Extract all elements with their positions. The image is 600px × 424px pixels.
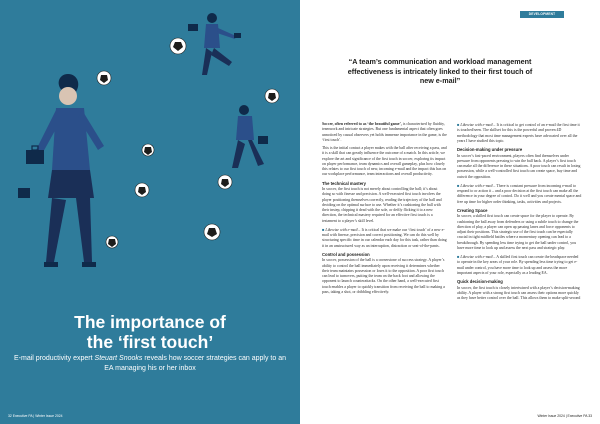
- folio-left: 32 Executive PA | Winter Issue 2024: [8, 414, 63, 418]
- subheading: Quick decision-making: [457, 279, 503, 284]
- bullet-paragraph: ■ Likewise with e-mail... It is critical that we make our ‘first touch’ of a new e-mail with finesse, precision and correct positioning. We can do this well by structuring specific time in our calendar each day for this task, rather than doing it in an unstructured way as an interruption, distraction or seat-of-the-pants.: [322, 226, 447, 248]
- square-bullet-icon: ■: [457, 122, 460, 127]
- folio-right: Winter Issue 2024 | Executive PA 33: [537, 414, 592, 418]
- title-line-1: The importance of: [74, 312, 226, 332]
- article-title: [0, 312, 300, 352]
- paragraph: In soccer, a skilled first touch can create space for the player to operate. By cushioning the ball away from defenders or using a subtle touch to change the direction of play, a player can open up passing lanes and force opponents to adjust their positions. This strategic use of the first touch can be especially crucial in tight midfield battles where a momentary opening can lead to a breakthrough. By spending less time trying to get the ball under control, you have more time to look up and assess the next pass and strategic play.: [457, 214, 579, 250]
- paragraph: In soccer, possession of the ball is a cornerstone of success strategy. A player’s ability to control the ball immediately upon receiving it determines whether their team maintains possession or loses it to the opposition. A poor first touch can lead to turnovers, putting the team on the back foot and allowing the opponent to launch counterattacks. On the other hand, a well-executed first touch enables a player to quickly transition from receiving the ball to making a pass, taking a shot, or dribbling effectively.: [322, 258, 445, 294]
- square-bullet-icon: ■: [322, 226, 325, 232]
- square-bullet-icon: ■: [457, 182, 460, 188]
- briefcase: [18, 188, 30, 198]
- subheading: Control and possession: [322, 251, 370, 257]
- soccer-ball: [97, 71, 111, 85]
- right-page: [300, 0, 600, 424]
- bullet-paragraph: ■ Likewise with e-mail... A skilled first touch can create the headspace needed to operate in the key areas of your role. By spending less time trying to get e-mail under control, you have more time to look up and assess the more important aspects of your role, especially as a leading EA.: [457, 254, 579, 275]
- dek-text: E-mail productivity expert: [14, 355, 95, 362]
- figure-top-kicking: [188, 13, 241, 75]
- paragraph: This is the initial contact a player makes with the ball after receiving a pass, and it is a skill that can greatly influence the outcome of a match. In this article, we explore the art and significance of the first touch in soccer, exploring its impact on player performance, team dynamics and overall gameplay, plus how closely this relates to our first touch of new, incoming e-mail and the impact this has on our workplace performance, team interactions and overall productivity.: [322, 146, 447, 177]
- soccer-ball: [135, 183, 149, 197]
- body-columns: [322, 122, 582, 412]
- dek-author: Steuart Snooks: [94, 355, 143, 362]
- soccer-ball: [218, 175, 232, 189]
- dek-text: reveals how soccer strategies can apply to an EA managing his or her inbox: [104, 355, 286, 372]
- soccer-ball: [106, 236, 118, 248]
- soccer-ball: [142, 144, 154, 156]
- bullet-paragraph: ■ Likewise with e-mail... There is constant pressure from incoming e-mail to respond to or action it – and a poor decision at the first touch can make all the difference in your degree of control. Do it well and you create mental space and free up time for higher order thinking, tasks, activities and projects.: [457, 182, 582, 204]
- bullet-paragraph: ■ Likewise with e-mail... It is critical to get control of an e-mail the first time it is touched/seen. The skillset for this is the powerful and proven 4D methodology that most time management experts have advocated over all the years I have studied this topic.: [457, 122, 580, 143]
- section-tag: DEVELOPMENT: [520, 11, 564, 18]
- title-line-2: the ‘first touch’: [86, 332, 214, 352]
- paragraph: In soccer’s fast-paced environment, players often find themselves under pressure from opponents pressing to win the ball back. A player’s first touch can make all the difference in these situations. A poor touch can result in losing possession, while a well-controlled first touch can create space, buy time and outwit the opposition.: [457, 153, 581, 179]
- soccer-ball: [204, 224, 220, 240]
- soccer-businesswomen-illustration: [0, 0, 300, 330]
- pull-quote: “A team’s communication and workload management effectiveness is intricately linked to their first touch of new e-mail”: [347, 57, 533, 85]
- column-right: [457, 122, 582, 412]
- subheading: Creating Space: [457, 207, 488, 213]
- subheading: Decision-making under pressure: [457, 147, 523, 152]
- paragraph: Soccer, often referred to as ‘the beautiful game’, is characterised by fluidity, teamwork and intricate strategies. But one fundamental aspect that often goes unnoticed by casual observers yet holds immense importance in the game, is the ‘first touch’.: [322, 122, 447, 142]
- figure-middle-right: [232, 105, 268, 168]
- figure-foreground-businesswoman: [26, 74, 104, 267]
- paragraph: In soccer, the first touch is not merely about controlling the ball; it’s about doing so with finesse and precision. A well-executed first touch involves the player positioning themselves correctly, reading the trajectory of the ball and deciding on the optimal surface to use. Whether it’s cushioning the ball with their instep, chipping it dead with the sole, or deftly flicking it to a new direction, the technical mastery required for an effective first touch is a testament to a player’s skill level.: [322, 187, 442, 223]
- square-bullet-icon: ■: [457, 254, 460, 259]
- column-left: [322, 122, 447, 412]
- subheading: The technical mastery: [322, 180, 366, 186]
- article-dek: [14, 354, 286, 374]
- paragraph: In soccer, the first touch is closely intertwined with a player’s decision-making ability. A player with a strong first touch can assess their options more quickly as they have better control over the ball. This allows them to make split-second: [457, 285, 581, 300]
